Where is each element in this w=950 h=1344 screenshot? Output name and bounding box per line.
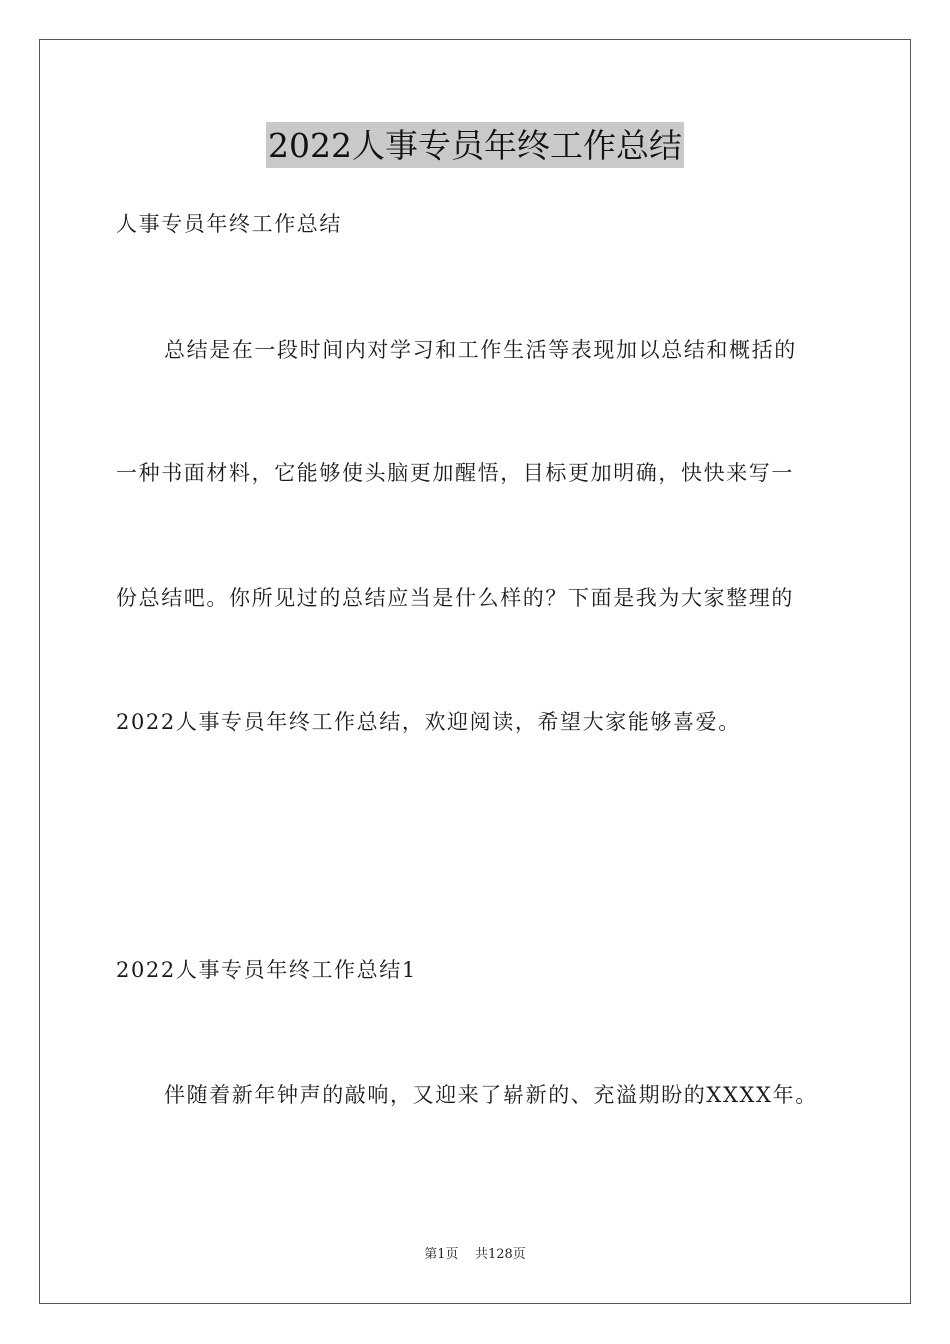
page-number-footer: 第1页 共128页 [424,1247,526,1262]
intro-line-1: 总结是在一段时间内对学习和工作生活等表现加以总结和概括的 [164,338,797,362]
section-heading: 2022人事专员年终工作总结1 [116,958,417,982]
document-title: 2022人事专员年终工作总结 [266,122,684,168]
intro-line-2: 一种书面材料，它能够使头脑更加醒悟，目标更加明确，快快来写一 [116,461,794,485]
title-container [0,122,950,168]
intro-line-3: 份总结吧。你所见过的总结应当是什么样的？下面是我为大家整理的 [116,586,794,610]
section-line-1: 伴随着新年钟声的敲响，又迎来了崭新的、充溢期盼的XXXX年。 [164,1083,818,1107]
document-subtitle: 人事专员年终工作总结 [116,212,342,236]
intro-line-4: 2022人事专员年终工作总结，欢迎阅读，希望大家能够喜爱。 [116,710,741,734]
